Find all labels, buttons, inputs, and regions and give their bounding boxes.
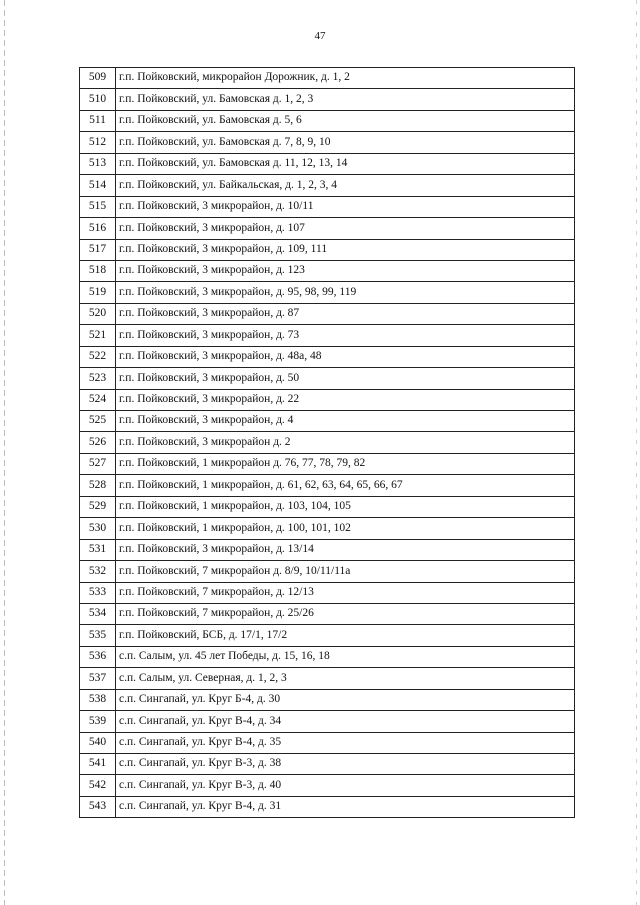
address-cell: с.п. Сингапай, ул. Круг В-4, д. 31 bbox=[116, 796, 575, 817]
row-number: 537 bbox=[80, 668, 116, 689]
row-number: 512 bbox=[80, 132, 116, 153]
table-row bbox=[80, 346, 575, 367]
table-row bbox=[80, 475, 575, 496]
table-row bbox=[80, 754, 575, 775]
row-number: 541 bbox=[80, 754, 116, 775]
row-number: 518 bbox=[80, 260, 116, 281]
address-cell: г.п. Пойковский, ул. Бамовская д. 1, 2, 3 bbox=[116, 89, 575, 110]
address-cell: с.п. Сингапай, ул. Круг В-4, д. 35 bbox=[116, 732, 575, 753]
table-row bbox=[80, 732, 575, 753]
address-table bbox=[79, 67, 575, 818]
address-cell: г.п. Пойковский, БСБ, д. 17/1, 17/2 bbox=[116, 625, 575, 646]
address-table-body bbox=[80, 68, 575, 818]
table-row bbox=[80, 668, 575, 689]
table-row bbox=[80, 518, 575, 539]
address-cell: с.п. Сингапай, ул. Круг В-3, д. 40 bbox=[116, 775, 575, 796]
row-number: 531 bbox=[80, 539, 116, 560]
row-number: 535 bbox=[80, 625, 116, 646]
table-row bbox=[80, 582, 575, 603]
row-number: 543 bbox=[80, 796, 116, 817]
row-number: 515 bbox=[80, 196, 116, 217]
table-row bbox=[80, 539, 575, 560]
address-cell: г.п. Пойковский, 1 микрорайон, д. 61, 62, 63, 64, 65, 66, 67 bbox=[116, 475, 575, 496]
address-cell: г.п. Пойковский, 3 микрорайон, д. 10/11 bbox=[116, 196, 575, 217]
row-number: 524 bbox=[80, 389, 116, 410]
row-number: 539 bbox=[80, 711, 116, 732]
table-row bbox=[80, 775, 575, 796]
address-cell: г.п. Пойковский, 1 микрорайон, д. 103, 104, 105 bbox=[116, 496, 575, 517]
table-row bbox=[80, 453, 575, 474]
row-number: 526 bbox=[80, 432, 116, 453]
table-row bbox=[80, 389, 575, 410]
address-cell: г.п. Пойковский, 3 микрорайон, д. 13/14 bbox=[116, 539, 575, 560]
address-cell: г.п. Пойковский, 1 микрорайон, д. 100, 101, 102 bbox=[116, 518, 575, 539]
address-cell: г.п. Пойковский, 3 микрорайон, д. 22 bbox=[116, 389, 575, 410]
row-number: 528 bbox=[80, 475, 116, 496]
row-number: 530 bbox=[80, 518, 116, 539]
table-row bbox=[80, 603, 575, 624]
scan-edge-right bbox=[636, 0, 637, 905]
address-cell: г.п. Пойковский, 3 микрорайон, д. 4 bbox=[116, 411, 575, 432]
row-number: 540 bbox=[80, 732, 116, 753]
address-cell: с.п. Сингапай, ул. Круг Б-4, д. 30 bbox=[116, 689, 575, 710]
address-cell: г.п. Пойковский, 3 микрорайон, д. 95, 98, 99, 119 bbox=[116, 282, 575, 303]
table-row bbox=[80, 561, 575, 582]
table-row bbox=[80, 368, 575, 389]
address-cell: г.п. Пойковский, микрорайон Дорожник, д. 1, 2 bbox=[116, 68, 575, 89]
row-number: 521 bbox=[80, 325, 116, 346]
table-row bbox=[80, 796, 575, 817]
row-number: 511 bbox=[80, 110, 116, 131]
table-row bbox=[80, 625, 575, 646]
address-cell: г.п. Пойковский, 3 микрорайон, д. 48а, 48 bbox=[116, 346, 575, 367]
table-row bbox=[80, 282, 575, 303]
row-number: 517 bbox=[80, 239, 116, 260]
row-number: 533 bbox=[80, 582, 116, 603]
row-number: 532 bbox=[80, 561, 116, 582]
table-row bbox=[80, 260, 575, 281]
address-cell: г.п. Пойковский, ул. Бамовская д. 7, 8, 9, 10 bbox=[116, 132, 575, 153]
table-row bbox=[80, 496, 575, 517]
table-row bbox=[80, 303, 575, 324]
row-number: 519 bbox=[80, 282, 116, 303]
table-row bbox=[80, 218, 575, 239]
row-number: 525 bbox=[80, 411, 116, 432]
table-row bbox=[80, 196, 575, 217]
table-row bbox=[80, 325, 575, 346]
address-cell: г.п. Пойковский, ул. Байкальская, д. 1, 2, 3, 4 bbox=[116, 175, 575, 196]
table-row bbox=[80, 432, 575, 453]
address-cell: г.п. Пойковский, 1 микрорайон д. 76, 77, 78, 79, 82 bbox=[116, 453, 575, 474]
row-number: 527 bbox=[80, 453, 116, 474]
row-number: 522 bbox=[80, 346, 116, 367]
address-cell: г.п. Пойковский, 3 микрорайон д. 2 bbox=[116, 432, 575, 453]
row-number: 509 bbox=[80, 68, 116, 89]
table-row bbox=[80, 68, 575, 89]
table-row bbox=[80, 132, 575, 153]
row-number: 520 bbox=[80, 303, 116, 324]
address-cell: с.п. Сингапай, ул. Круг В-3, д. 38 bbox=[116, 754, 575, 775]
address-cell: г.п. Пойковский, 3 микрорайон, д. 107 bbox=[116, 218, 575, 239]
address-cell: г.п. Пойковский, 7 микрорайон д. 8/9, 10/11/11а bbox=[116, 561, 575, 582]
row-number: 538 bbox=[80, 689, 116, 710]
row-number: 513 bbox=[80, 153, 116, 174]
address-cell: г.п. Пойковский, ул. Бамовская д. 5, 6 bbox=[116, 110, 575, 131]
row-number: 514 bbox=[80, 175, 116, 196]
row-number: 516 bbox=[80, 218, 116, 239]
table-row bbox=[80, 110, 575, 131]
table-row bbox=[80, 411, 575, 432]
table-row bbox=[80, 239, 575, 260]
address-cell: г.п. Пойковский, 7 микрорайон, д. 12/13 bbox=[116, 582, 575, 603]
table-row bbox=[80, 175, 575, 196]
page-number: 47 bbox=[314, 30, 326, 42]
address-cell: г.п. Пойковский, ул. Бамовская д. 11, 12, 13, 14 bbox=[116, 153, 575, 174]
address-cell: с.п. Салым, ул. Северная, д. 1, 2, 3 bbox=[116, 668, 575, 689]
address-cell: с.п. Сингапай, ул. Круг В-4, д. 34 bbox=[116, 711, 575, 732]
row-number: 534 bbox=[80, 603, 116, 624]
address-cell: г.п. Пойковский, 3 микрорайон, д. 123 bbox=[116, 260, 575, 281]
table-row bbox=[80, 689, 575, 710]
table-row bbox=[80, 89, 575, 110]
address-cell: с.п. Салым, ул. 45 лет Победы, д. 15, 16, 18 bbox=[116, 646, 575, 667]
address-cell: г.п. Пойковский, 7 микрорайон, д. 25/26 bbox=[116, 603, 575, 624]
row-number: 536 bbox=[80, 646, 116, 667]
row-number: 523 bbox=[80, 368, 116, 389]
address-cell: г.п. Пойковский, 3 микрорайон, д. 50 bbox=[116, 368, 575, 389]
table-row bbox=[80, 153, 575, 174]
address-cell: г.п. Пойковский, 3 микрорайон, д. 109, 111 bbox=[116, 239, 575, 260]
table-row bbox=[80, 711, 575, 732]
row-number: 542 bbox=[80, 775, 116, 796]
address-cell: г.п. Пойковский, 3 микрорайон, д. 87 bbox=[116, 303, 575, 324]
row-number: 510 bbox=[80, 89, 116, 110]
address-cell: г.п. Пойковский, 3 микрорайон, д. 73 bbox=[116, 325, 575, 346]
scan-edge-left bbox=[4, 0, 5, 905]
row-number: 529 bbox=[80, 496, 116, 517]
table-row bbox=[80, 646, 575, 667]
